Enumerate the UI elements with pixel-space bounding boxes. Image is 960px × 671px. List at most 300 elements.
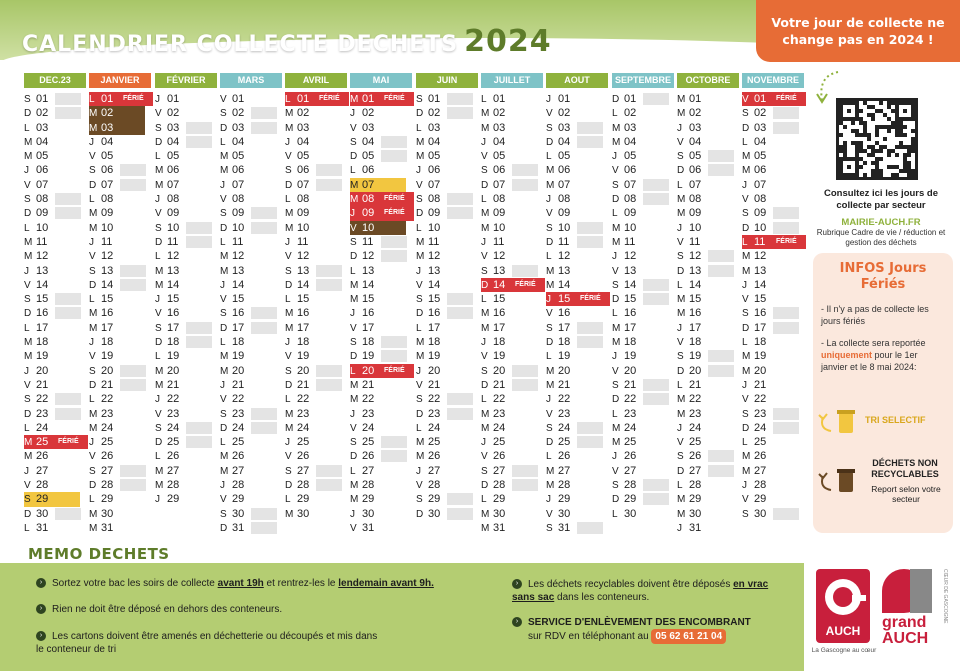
qr-caption: Consultez ici les jours de collecte par secteur bbox=[823, 188, 939, 211]
weekday-letter: J bbox=[546, 394, 551, 406]
qr-module bbox=[911, 149, 915, 153]
day-row bbox=[350, 221, 406, 235]
day-row bbox=[742, 149, 804, 163]
legend-tri-label: TRI SELECTIF bbox=[865, 415, 926, 425]
weekday-letter: M bbox=[677, 508, 686, 520]
day-row bbox=[677, 392, 739, 406]
weekend-shade bbox=[251, 408, 277, 420]
month-0 bbox=[24, 73, 86, 535]
weekday-letter: S bbox=[89, 465, 96, 477]
month-7 bbox=[481, 73, 543, 535]
day-number: 26 bbox=[167, 450, 180, 463]
day-row bbox=[677, 106, 739, 120]
day-row bbox=[350, 521, 412, 535]
day-number: 01 bbox=[297, 93, 310, 105]
qr-module bbox=[859, 165, 863, 169]
day-number: 29 bbox=[558, 493, 571, 506]
qr-module bbox=[859, 109, 863, 113]
day-number: 02 bbox=[167, 107, 180, 120]
day-row bbox=[612, 306, 674, 320]
day-row bbox=[416, 321, 478, 335]
day-number: 02 bbox=[36, 107, 49, 120]
day-row bbox=[546, 464, 608, 478]
day-row bbox=[89, 421, 151, 435]
qr-module bbox=[851, 121, 855, 125]
day-number: 17 bbox=[689, 321, 702, 334]
day-row bbox=[155, 449, 217, 463]
weekday-letter: L bbox=[24, 522, 30, 534]
day-row bbox=[24, 378, 86, 392]
weekday-letter: M bbox=[24, 351, 33, 363]
day-number: 28 bbox=[493, 479, 506, 492]
day-number: 14 bbox=[689, 278, 702, 291]
day-row bbox=[546, 206, 608, 220]
day-number: 03 bbox=[232, 121, 245, 134]
day-number: 10 bbox=[428, 221, 441, 234]
weekday-letter: M bbox=[546, 465, 555, 477]
day-row bbox=[612, 163, 674, 177]
weekday-letter: S bbox=[285, 165, 292, 177]
day-row bbox=[481, 278, 545, 292]
day-row bbox=[612, 221, 674, 235]
weekday-letter: V bbox=[350, 222, 357, 234]
weekday-letter: M bbox=[220, 165, 229, 177]
day-number: 26 bbox=[297, 450, 310, 463]
day-row bbox=[220, 278, 282, 292]
day-row bbox=[24, 478, 86, 492]
day-number: 06 bbox=[493, 164, 506, 177]
day-number: 19 bbox=[36, 350, 49, 363]
day-row bbox=[220, 392, 282, 406]
day-row bbox=[89, 92, 153, 106]
weekday-letter: M bbox=[742, 265, 751, 277]
day-row bbox=[24, 435, 88, 449]
day-number: 14 bbox=[36, 278, 49, 291]
day-number: 06 bbox=[558, 164, 571, 177]
day-number: 11 bbox=[493, 235, 505, 248]
grand-auch-vertical-text: CŒUR DE GASCOGNE bbox=[942, 569, 948, 624]
weekday-letter: L bbox=[481, 194, 487, 206]
day-row bbox=[350, 206, 414, 220]
day-row bbox=[677, 163, 739, 177]
day-number: 23 bbox=[624, 407, 637, 420]
weekday-letter: V bbox=[612, 465, 619, 477]
day-row bbox=[742, 292, 804, 306]
day-number: 22 bbox=[297, 393, 310, 406]
day-row bbox=[350, 178, 406, 192]
weekday-letter: M bbox=[285, 108, 294, 120]
weekday-letter: D bbox=[89, 480, 97, 492]
day-number: 09 bbox=[624, 207, 637, 220]
weekday-letter: V bbox=[285, 351, 292, 363]
weekend-shade bbox=[186, 422, 212, 434]
day-row bbox=[285, 178, 347, 192]
day-number: 02 bbox=[754, 107, 767, 120]
weekend-shade bbox=[643, 393, 669, 405]
weekday-letter: J bbox=[24, 465, 29, 477]
phone-number[interactable]: 05 62 61 21 04 bbox=[651, 629, 726, 644]
day-number: 22 bbox=[689, 393, 702, 406]
day-row bbox=[677, 135, 739, 149]
weekday-letter: D bbox=[416, 408, 424, 420]
day-number: 22 bbox=[428, 393, 441, 406]
weekday-letter: V bbox=[416, 179, 423, 191]
weekday-letter: S bbox=[546, 522, 553, 534]
day-row bbox=[220, 121, 282, 135]
weekday-letter: V bbox=[285, 151, 292, 163]
day-number: 31 bbox=[101, 521, 114, 534]
weekday-letter: D bbox=[546, 136, 554, 148]
weekday-letter: L bbox=[155, 151, 161, 163]
month-header: OCTOBRE bbox=[677, 73, 739, 88]
weekend-shade bbox=[708, 350, 734, 362]
weekday-letter: D bbox=[220, 222, 228, 234]
day-number: 03 bbox=[689, 121, 702, 134]
weekday-letter: M bbox=[24, 236, 33, 248]
weekday-letter: D bbox=[89, 279, 97, 291]
day-row bbox=[89, 306, 151, 320]
weekday-letter: J bbox=[285, 437, 290, 449]
day-number: 19 bbox=[428, 350, 441, 363]
day-row bbox=[155, 321, 217, 335]
qr-code[interactable] bbox=[836, 98, 918, 180]
day-number: 27 bbox=[624, 464, 637, 477]
day-row bbox=[416, 221, 478, 235]
day-number: 25 bbox=[754, 436, 767, 449]
weekday-letter: V bbox=[220, 394, 227, 406]
memo-i1-c: et rentrez-les le bbox=[263, 578, 339, 589]
day-number: 19 bbox=[689, 350, 702, 363]
day-row bbox=[546, 249, 608, 263]
memo-title: MEMO DECHETS bbox=[28, 545, 170, 563]
weekday-letter: S bbox=[416, 94, 423, 105]
day-row bbox=[89, 521, 151, 535]
day-number: 18 bbox=[167, 336, 180, 349]
weekday-letter: M bbox=[285, 322, 294, 334]
day-row bbox=[481, 492, 543, 506]
weekday-letter: M bbox=[89, 408, 98, 420]
day-number: 19 bbox=[232, 350, 245, 363]
day-row bbox=[677, 449, 739, 463]
day-row bbox=[742, 364, 804, 378]
weekend-shade bbox=[251, 207, 277, 219]
weekend-shade bbox=[577, 436, 603, 448]
weekday-letter: M bbox=[350, 194, 359, 206]
day-row bbox=[416, 106, 478, 120]
weekday-letter: V bbox=[220, 494, 227, 506]
day-row bbox=[24, 278, 86, 292]
day-row bbox=[350, 292, 412, 306]
weekday-letter: M bbox=[612, 236, 621, 248]
day-row bbox=[89, 364, 151, 378]
weekend-shade bbox=[577, 236, 603, 248]
month-header: JUIN bbox=[416, 73, 478, 88]
weekend-shade bbox=[447, 107, 473, 119]
day-row bbox=[350, 407, 412, 421]
day-number: 24 bbox=[558, 421, 571, 434]
weekday-letter: M bbox=[220, 351, 229, 363]
day-row bbox=[220, 206, 282, 220]
day-number: 18 bbox=[493, 336, 506, 349]
day-row bbox=[155, 349, 217, 363]
day-row bbox=[220, 378, 282, 392]
weekday-letter: J bbox=[612, 251, 617, 263]
weekday-letter: V bbox=[350, 322, 357, 334]
day-row bbox=[612, 192, 674, 206]
auch-logo-icon bbox=[816, 569, 870, 643]
month-header: JUILLET bbox=[481, 73, 543, 88]
weekday-letter: M bbox=[546, 365, 555, 377]
day-number: 04 bbox=[297, 135, 310, 148]
day-row bbox=[416, 178, 478, 192]
day-row bbox=[416, 349, 478, 363]
day-row bbox=[155, 178, 217, 192]
weekday-letter: V bbox=[285, 251, 292, 263]
day-number: 01 bbox=[754, 93, 767, 105]
weekday-letter: S bbox=[155, 222, 162, 234]
day-row bbox=[416, 149, 478, 163]
weekend-shade bbox=[381, 136, 407, 148]
weekday-letter: M bbox=[24, 451, 33, 463]
day-row bbox=[285, 163, 347, 177]
day-number: 16 bbox=[297, 307, 310, 320]
day-number: 11 bbox=[428, 235, 440, 248]
weekday-letter: M bbox=[742, 465, 751, 477]
weekday-letter: M bbox=[155, 165, 164, 177]
day-row bbox=[677, 321, 739, 335]
legend-nr-sub: Report selon votre secteur bbox=[871, 484, 941, 504]
day-number: 22 bbox=[493, 393, 506, 406]
yellow-bin-icon bbox=[817, 407, 859, 437]
day-row bbox=[742, 407, 804, 421]
weekday-letter: J bbox=[546, 194, 551, 206]
weekday-letter: D bbox=[742, 122, 750, 134]
weekend-shade bbox=[708, 150, 734, 162]
day-number: 14 bbox=[297, 278, 310, 291]
weekend-shade bbox=[643, 379, 669, 391]
weekday-letter: S bbox=[24, 294, 31, 306]
day-number: 05 bbox=[362, 150, 375, 163]
day-row bbox=[677, 264, 739, 278]
day-row bbox=[416, 364, 478, 378]
day-row bbox=[285, 435, 347, 449]
weekday-letter: S bbox=[546, 322, 553, 334]
page-title bbox=[22, 24, 552, 59]
day-number: 13 bbox=[428, 264, 441, 277]
weekend-shade bbox=[643, 293, 669, 305]
weekday-letter: J bbox=[546, 294, 551, 306]
day-number: 10 bbox=[362, 221, 375, 234]
weekday-letter: J bbox=[612, 451, 617, 463]
day-row bbox=[546, 478, 608, 492]
day-number: 26 bbox=[493, 450, 506, 463]
brown-bin-icon bbox=[817, 464, 859, 498]
weekend-shade bbox=[316, 164, 342, 176]
day-row bbox=[155, 92, 217, 106]
day-row bbox=[481, 121, 543, 135]
month-header: DEC.23 bbox=[24, 73, 86, 88]
day-row bbox=[155, 264, 217, 278]
weekday-letter: M bbox=[742, 351, 751, 363]
day-row bbox=[155, 435, 217, 449]
qr-url[interactable]: MAIRIE-AUCH.FR bbox=[841, 217, 921, 228]
weekday-letter: S bbox=[155, 422, 162, 434]
weekend-shade bbox=[512, 365, 538, 377]
weekend-shade bbox=[55, 93, 81, 105]
day-number: 11 bbox=[558, 235, 570, 248]
day-row bbox=[612, 264, 674, 278]
weekday-letter: J bbox=[155, 294, 160, 306]
day-row bbox=[416, 249, 478, 263]
day-number: 09 bbox=[167, 207, 180, 220]
day-number: 04 bbox=[167, 135, 180, 148]
day-number: 29 bbox=[36, 493, 49, 506]
weekday-letter: M bbox=[350, 294, 359, 306]
weekend-shade bbox=[186, 222, 212, 234]
day-row bbox=[612, 421, 674, 435]
day-row bbox=[89, 278, 151, 292]
day-number: 04 bbox=[362, 135, 375, 148]
weekday-letter: D bbox=[220, 122, 228, 134]
day-number: 30 bbox=[624, 507, 637, 520]
weekday-letter: M bbox=[677, 94, 686, 105]
weekday-letter: V bbox=[481, 451, 488, 463]
day-row bbox=[416, 306, 478, 320]
day-row bbox=[546, 306, 608, 320]
day-number: 23 bbox=[689, 407, 702, 420]
day-number: 09 bbox=[297, 207, 310, 220]
weekday-letter: M bbox=[416, 251, 425, 263]
day-number: 26 bbox=[232, 450, 245, 463]
qr-module bbox=[907, 153, 911, 157]
day-number: 08 bbox=[689, 193, 702, 206]
weekend-shade bbox=[708, 365, 734, 377]
memo-i1-d: lendemain avant 9h. bbox=[338, 578, 434, 589]
day-number: 24 bbox=[362, 421, 375, 434]
day-number: 27 bbox=[362, 464, 375, 477]
weekday-letter: M bbox=[612, 222, 621, 234]
day-number: 28 bbox=[428, 479, 441, 492]
day-number: 04 bbox=[36, 135, 49, 148]
weekend-shade bbox=[512, 479, 538, 491]
weekday-letter: M bbox=[546, 480, 555, 492]
weekday-letter: M bbox=[24, 251, 33, 263]
day-row bbox=[24, 464, 86, 478]
weekday-letter: V bbox=[24, 480, 31, 492]
weekday-letter: M bbox=[481, 208, 490, 220]
day-number: 21 bbox=[428, 378, 441, 391]
qr-module bbox=[887, 153, 891, 157]
weekend-shade bbox=[316, 465, 342, 477]
day-number: 13 bbox=[36, 264, 49, 277]
weekday-letter: S bbox=[481, 365, 488, 377]
weekday-letter: M bbox=[89, 322, 98, 334]
weekday-letter: J bbox=[350, 508, 355, 520]
day-row bbox=[24, 149, 86, 163]
weekend-shade bbox=[773, 207, 799, 219]
day-row bbox=[742, 206, 804, 220]
day-row bbox=[285, 464, 347, 478]
weekday-letter: J bbox=[24, 165, 29, 177]
weekend-shade bbox=[251, 307, 277, 319]
day-row bbox=[416, 206, 478, 220]
day-row bbox=[350, 335, 412, 349]
day-number: 15 bbox=[101, 293, 114, 306]
infos-panel bbox=[813, 253, 953, 533]
day-number: 07 bbox=[36, 178, 49, 191]
weekday-letter: M bbox=[155, 365, 164, 377]
day-number: 07 bbox=[558, 178, 571, 191]
weekday-letter: M bbox=[285, 208, 294, 220]
weekend-shade bbox=[643, 479, 669, 491]
day-row bbox=[350, 163, 412, 177]
weekday-letter: M bbox=[742, 365, 751, 377]
day-row bbox=[416, 464, 478, 478]
day-number: 06 bbox=[297, 164, 310, 177]
day-number: 14 bbox=[493, 278, 506, 291]
day-row bbox=[612, 135, 674, 149]
bullet-icon: › bbox=[512, 617, 522, 627]
day-number: 18 bbox=[232, 336, 245, 349]
day-number: 24 bbox=[689, 421, 702, 434]
day-row bbox=[155, 192, 217, 206]
day-number: 24 bbox=[36, 421, 49, 434]
weekday-letter: V bbox=[742, 394, 749, 406]
weekday-letter: M bbox=[481, 222, 490, 234]
day-number: 02 bbox=[558, 107, 571, 120]
logos-area bbox=[804, 563, 960, 671]
day-row bbox=[89, 121, 145, 135]
weekday-letter: M bbox=[89, 508, 98, 520]
weekend-shade bbox=[55, 293, 81, 305]
weekday-letter: D bbox=[220, 522, 228, 534]
day-row bbox=[677, 292, 739, 306]
grand-auch-text-2: AUCH bbox=[882, 630, 929, 647]
day-row bbox=[546, 378, 608, 392]
weekday-letter: M bbox=[350, 379, 359, 391]
day-row bbox=[546, 321, 608, 335]
day-row bbox=[416, 407, 478, 421]
day-number: 06 bbox=[362, 164, 375, 177]
weekday-letter: D bbox=[220, 422, 228, 434]
weekday-letter: J bbox=[155, 94, 160, 105]
day-row bbox=[546, 178, 608, 192]
day-row bbox=[220, 349, 282, 363]
day-number: 30 bbox=[101, 507, 114, 520]
weekday-letter: S bbox=[546, 222, 553, 234]
weekday-letter: D bbox=[612, 394, 620, 406]
day-row bbox=[677, 407, 739, 421]
day-row bbox=[220, 421, 282, 435]
day-number: 20 bbox=[297, 364, 310, 377]
day-number: 19 bbox=[167, 350, 180, 363]
day-number: 25 bbox=[362, 436, 375, 449]
weekday-letter: J bbox=[677, 122, 682, 134]
weekday-letter: M bbox=[89, 522, 98, 534]
day-number: 13 bbox=[624, 264, 637, 277]
weekday-letter: M bbox=[546, 265, 555, 277]
day-row bbox=[285, 507, 347, 521]
ferie-label: FÉRIÉ bbox=[776, 95, 797, 102]
weekend-shade bbox=[643, 179, 669, 191]
weekday-letter: M bbox=[546, 165, 555, 177]
weekend-shade bbox=[186, 122, 212, 134]
qr-module bbox=[863, 161, 867, 165]
day-row bbox=[612, 278, 674, 292]
day-row bbox=[89, 221, 151, 235]
day-number: 05 bbox=[624, 150, 637, 163]
day-row bbox=[155, 149, 217, 163]
